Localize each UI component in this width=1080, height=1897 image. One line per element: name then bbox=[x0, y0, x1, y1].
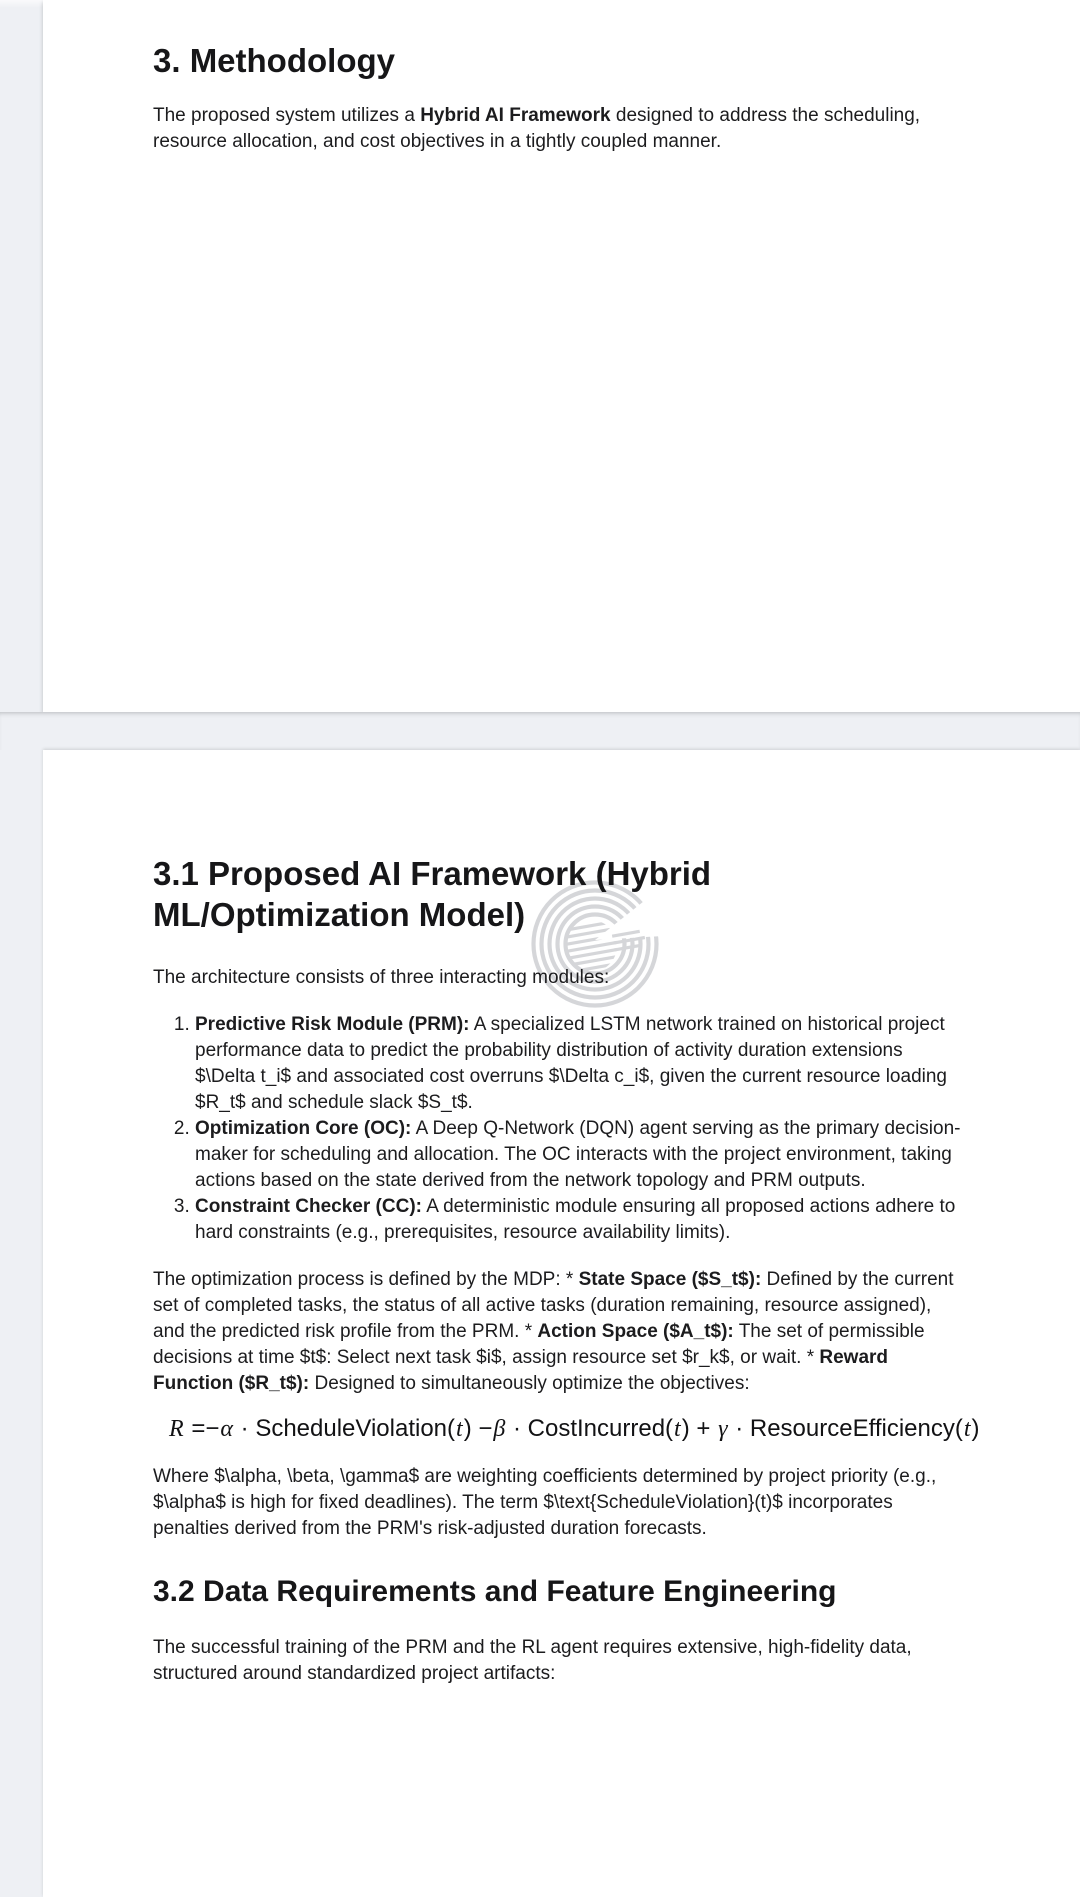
page-margin-gutter bbox=[0, 0, 43, 1897]
list-item-prm: 1. Predictive Risk Module (PRM): A specialized LSTM network trained on historical project performance data to predict the probability distribution of activity duration extensions $\Delta t_i$ and associated cost overruns $\Delta c_i$, given the current resource loading $R_t$ and schedule slack $S_t$. bbox=[195, 1012, 965, 1116]
mdp-paragraph: The optimization process is defined by the MDP: * State Space ($S_t$): Defined by the current set of completed tasks, the status of all active tasks (duration remaining, resource assigned), and the predicted risk profile from the PRM. * Action Space ($A_t$): The set of permissible decisions at time $t$: Select next task $i$, assign resource set $r_k$, or wait. * Reward Function ($R_t$): Designed to simultaneously optimize the objectives: bbox=[153, 1269, 954, 1394]
section-3-1-heading: 3.1 Proposed AI Framework (Hybrid ML/Optimization Model) bbox=[153, 855, 712, 933]
page-1-content bbox=[43, 0, 965, 155]
list-item-cc: 3. Constraint Checker (CC): A deterministic module ensuring all proposed actions adhere to hard constraints (e.g., prerequisites, resource availability limits). bbox=[195, 1194, 965, 1246]
page-2-content bbox=[43, 750, 980, 1687]
section-3-heading: 3. Methodology bbox=[153, 42, 395, 79]
intro-paragraph: The proposed system utilizes a Hybrid AI Framework designed to address the scheduling, resource allocation, and cost objectives in a tightly coupled manner. bbox=[153, 105, 921, 152]
modules-list bbox=[153, 1012, 965, 1246]
page-2[interactable] bbox=[43, 750, 1080, 1897]
section-3-2-heading: 3.2 Data Requirements and Feature Engineering bbox=[153, 1575, 837, 1608]
architecture-intro: The architecture consists of three interacting modules: bbox=[153, 967, 610, 988]
weights-paragraph: Where $\alpha, \beta, \gamma$ are weighting coefficients determined by project priority (e.g., $\alpha$ is high for fixed deadlines). The term $\text{ScheduleViolation}(t)$ incorporates penalties derived from the PRM's risk-adjusted duration forecasts. bbox=[153, 1466, 937, 1539]
reward-equation: R =−α · ScheduleViolation(t) −β · CostIncurred(t) + γ · ResourceEfficiency(t) bbox=[169, 1415, 980, 1442]
page-1[interactable] bbox=[43, 0, 1080, 712]
list-item-oc: 2. Optimization Core (OC): A Deep Q-Network (DQN) agent serving as the primary decision-maker for scheduling and allocation. The OC interacts with the project environment, taking actions based on the state derived from the network topology and PRM outputs. bbox=[195, 1116, 965, 1194]
data-requirements-paragraph: The successful training of the PRM and the RL agent requires extensive, high-fidelity data, structured around standardized project artifacts: bbox=[153, 1637, 912, 1684]
page-break-gap bbox=[0, 712, 1080, 750]
